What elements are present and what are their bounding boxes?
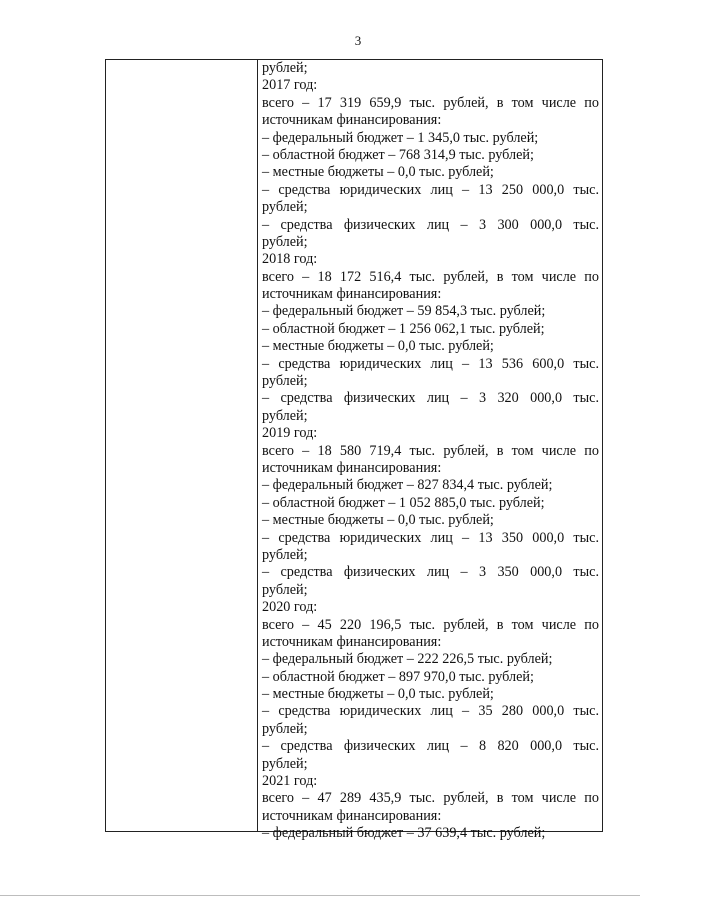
table-text-line: – средства физических лиц – 3 350 000,0 тыс.	[262, 564, 599, 581]
table-text-line: источникам финансирования:	[262, 807, 442, 824]
table-text-line: – местные бюджеты – 0,0 тыс. рублей;	[262, 164, 494, 181]
table-text-line: – средства физических лиц – 8 820 000,0 тыс.	[262, 738, 599, 755]
table-text-line: – средства юридических лиц – 13 250 000,0 тыс.	[262, 181, 599, 198]
table-text-line: – федеральный бюджет – 222 226,5 тыс. рублей;	[262, 651, 553, 668]
table-text-line: рублей;	[262, 407, 308, 424]
table-text-line: – областной бюджет – 1 052 885,0 тыс. рублей;	[262, 494, 545, 511]
table-text-line: 2017 год:	[262, 77, 318, 94]
table-right-cell	[258, 60, 602, 843]
table-text-line: – федеральный бюджет – 827 834,4 тыс. рублей;	[262, 477, 553, 494]
table-text-line: всего – 45 220 196,5 тыс. рублей, в том числе по	[262, 616, 599, 633]
table-text-line: – федеральный бюджет – 59 854,3 тыс. рублей;	[262, 303, 546, 320]
table-text-line: – средства юридических лиц – 35 280 000,0 тыс.	[262, 703, 599, 720]
table-text-line: – местные бюджеты – 0,0 тыс. рублей;	[262, 338, 494, 355]
table-text-line: рублей;	[262, 373, 308, 390]
page-bottom-rule	[0, 895, 640, 896]
table-text-line: – средства физических лиц – 3 300 000,0 тыс.	[262, 216, 599, 233]
table-text-line: всего – 17 319 659,9 тыс. рублей, в том числе по	[262, 94, 599, 111]
table-text-line: 2018 год:	[262, 251, 318, 268]
table-text-line: рублей;	[262, 720, 308, 737]
table-text-line: рублей;	[262, 60, 308, 76]
table-text-line: – областной бюджет – 897 970,0 тыс. рублей;	[262, 668, 534, 685]
table-text-line: всего – 47 289 435,9 тыс. рублей, в том числе по	[262, 790, 599, 807]
table-text-line: – федеральный бюджет – 37 639,4 тыс. рублей;	[262, 825, 546, 842]
table-text-line: – областной бюджет – 768 314,9 тыс. рублей;	[262, 146, 534, 163]
table-text-line: всего – 18 580 719,4 тыс. рублей, в том числе по	[262, 442, 599, 459]
table-text-line: – федеральный бюджет – 1 345,0 тыс. рублей;	[262, 129, 539, 146]
table-text-line: рублей;	[262, 546, 308, 563]
financing-table	[105, 59, 603, 842]
table-text-line: – средства юридических лиц – 13 536 600,0 тыс.	[262, 355, 599, 372]
table-text-line: 2019 год:	[262, 425, 318, 442]
table-text-line: – местные бюджеты – 0,0 тыс. рублей;	[262, 686, 494, 703]
table-left-cell	[106, 60, 258, 831]
table-text-line: – областной бюджет – 1 256 062,1 тыс. рублей;	[262, 320, 545, 337]
table-text-line: рублей;	[262, 755, 308, 772]
table-text-line: источникам финансирования:	[262, 286, 442, 303]
page-number: 3	[354, 33, 362, 48]
table-text-line: рублей;	[262, 199, 308, 216]
table-text-line: источникам финансирования:	[262, 112, 442, 129]
table-text-line: рублей;	[262, 581, 308, 598]
table-text-line: источникам финансирования:	[262, 633, 442, 650]
table-text-line: – средства физических лиц – 3 320 000,0 тыс.	[262, 390, 599, 407]
table-text-line: всего – 18 172 516,4 тыс. рублей, в том числе по	[262, 268, 599, 285]
table-text-line: рублей;	[262, 233, 308, 250]
table-text-line: – средства юридических лиц – 13 350 000,0 тыс.	[262, 529, 599, 546]
table-text-line: 2021 год:	[262, 773, 318, 790]
table-text-line: 2020 год:	[262, 599, 318, 616]
table-text-line: источникам финансирования:	[262, 459, 442, 476]
table-text-line: – местные бюджеты – 0,0 тыс. рублей;	[262, 512, 494, 529]
